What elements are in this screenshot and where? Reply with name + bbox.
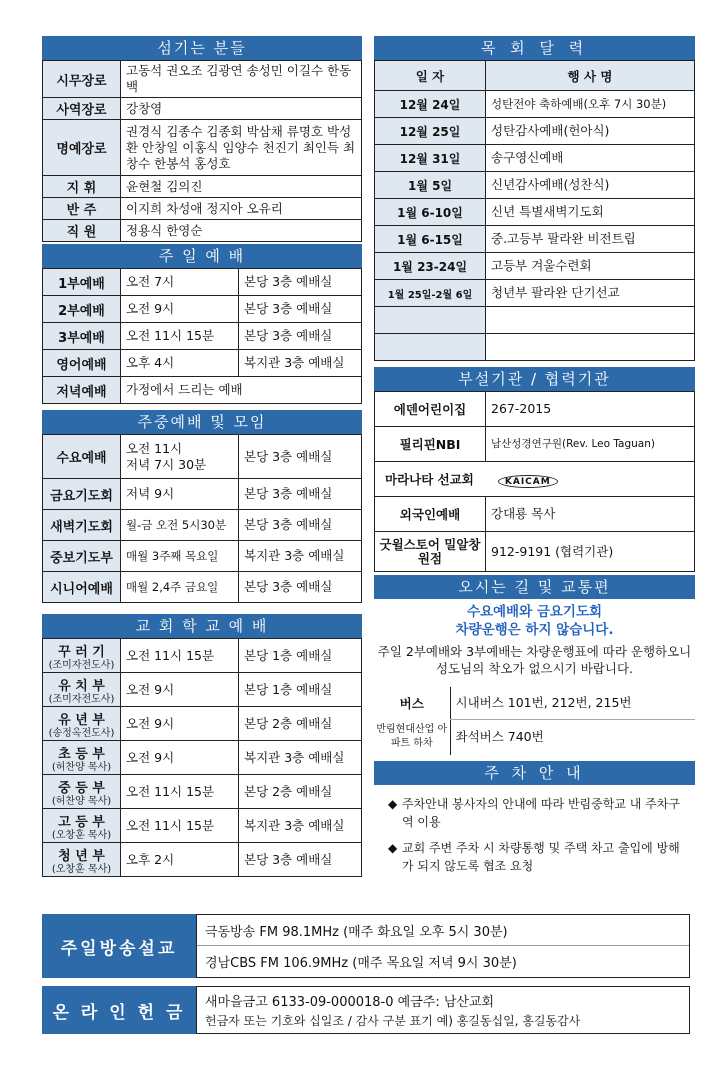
row-label-teacher: (허찬양 목사) [51,761,112,773]
left-column [42,36,362,877]
broadcast-box [196,914,690,978]
table-row [43,510,362,541]
affiliates-table [374,391,695,572]
table-row [43,775,362,809]
event-date: 12월 25일 [375,118,486,145]
row-label-name: 유 년 부 [58,712,105,728]
table-row [43,572,362,603]
table-row [43,98,362,120]
parking-item [374,791,695,835]
broadcast-line-2: 경남CBS FM 106.9MHz (매주 목요일 저녁 9시 30분) [205,956,517,971]
table-row [375,91,695,118]
table-row [375,427,695,462]
event-name: 성탄전야 축하예배(오후 7시 30분) [486,91,695,118]
row-time: 오전 11시 15분 [121,775,239,809]
row-place: 본당 3층 예배실 [239,269,362,296]
event-name [486,334,695,361]
row-label: 2부예배 [43,296,121,323]
table-row [43,541,362,572]
row-time: 오후 2시 [121,843,239,877]
row-label: 시니어예배 [43,572,121,603]
table-row [43,198,362,220]
broadcast-title: 주일방송설교 [42,914,196,978]
row-time: 월-금 오전 5시30분 [121,510,239,541]
row-label: 금요기도회 [43,479,121,510]
directions-header: 오시는 길 및 교통편 [374,575,695,599]
row-label-name: 고 등 부 [58,814,105,830]
table-row [43,269,362,296]
row-value: 정용식 한영순 [121,220,362,242]
parking-item-text: 교회 주변 주차 시 차량통행 및 주택 차고 출입에 방해가 되지 않도록 협조 요청 [402,841,680,873]
table-row [375,532,695,572]
offering-title: 온 라 인 헌 금 [42,986,196,1034]
table-row [43,377,362,404]
row-label: 외국인예배 [375,497,486,532]
event-name: 청년부 팔라완 단기선교 [486,280,695,307]
table-row [375,145,695,172]
servers-table [42,60,362,242]
event-name: 성탄감사예배(헌아식) [486,118,695,145]
row-time: 오전 9시 [121,296,239,323]
row-time: 저녁 9시 [121,479,239,510]
event-name: 고등부 겨울수련회 [486,253,695,280]
row-label: 지 휘 [43,176,121,198]
directions-notice-1: 수요예배와 금요기도회 [466,604,603,620]
table-row [375,253,695,280]
row-label-name: 중 등 부 [58,780,105,796]
row-value: 강대룡 목사 [486,497,695,532]
row-value: 남산성경연구원(Rev. Leo Taguan) [486,427,695,462]
row-place: 본당 3층 예배실 [239,435,362,479]
table-row [43,479,362,510]
row-place: 본당 1층 예배실 [239,673,362,707]
row-place: 복지관 3층 예배실 [239,541,362,572]
row-label: 수요예배 [43,435,121,479]
row-label: 1부예배 [43,269,121,296]
row-time: 오전 9시 [121,707,239,741]
row-time: 오전 11시 15분 [121,323,239,350]
parking-body [374,785,695,879]
row-time: 매월 2,4주 금요일 [121,572,239,603]
row-label: 에덴어린이집 [375,392,486,427]
row-place: 복지관 3층 예배실 [239,809,362,843]
bus-express: 좌석버스 740번 [450,719,695,755]
offering-row [42,986,690,1034]
calendar-table [374,60,695,361]
table-row [374,687,695,719]
right-column [374,36,695,879]
row-label-teacher: (오창훈 목사) [51,829,112,841]
table-row [43,176,362,198]
bus-stop-label: 반림현대산업 아파트 하차 [376,724,448,749]
row-label: 직 원 [43,220,121,242]
row-label: 사역장로 [43,98,121,120]
row-label-name: 초 등 부 [58,746,105,762]
diamond-bullet-icon: ◆ [388,841,398,855]
row-label: 시무장로 [43,61,121,98]
row-label [43,639,121,673]
table-row [43,61,362,98]
row-time-2: 저녁 7시 30분 [126,456,207,472]
sunday-table [42,268,362,404]
row-label: 굿윌스토어 밀알창원점 [375,532,486,572]
diamond-bullet-icon: ◆ [388,797,398,811]
row-label-teacher: (허찬양 목사) [51,795,112,807]
parking-item [374,835,695,879]
row-label-text: 마라나타 선교회 [385,471,474,487]
row-label: 반 주 [43,198,121,220]
table-row [43,296,362,323]
bus-city: 시내버스 101번, 212번, 215번 [450,687,695,719]
directions-text: 주일 2부예배와 3부예배는 차량운행표에 따라 운행하오니 성도님의 착오가 없으시기 바랍니다. [377,644,692,676]
row-place: 본당 3층 예배실 [239,510,362,541]
row-value: 윤현철 김의진 [121,176,362,198]
row-label: 명예장로 [43,120,121,176]
row-label: 중보기도부 [43,541,121,572]
parking-header: 주 차 안 내 [374,761,695,785]
row-place: 복지관 3층 예배실 [239,741,362,775]
offering-box [196,986,690,1034]
table-row [375,334,695,361]
table-row [375,172,695,199]
col-date-header: 일 자 [375,61,486,91]
row-place: 본당 3층 예배실 [239,572,362,603]
row-label-name: 유 치 부 [58,678,105,694]
row-time: 매월 3주째 목요일 [121,541,239,572]
event-date: 1월 5일 [375,172,486,199]
table-row [43,809,362,843]
table-row [375,118,695,145]
row-label-teacher: (조미자전도사) [48,693,115,705]
row-time: 오전 9시 [121,673,239,707]
row-label: 저녁예배 [43,377,121,404]
table-row [43,350,362,377]
row-label-name: 청 년 부 [58,848,105,864]
broadcast-line-1: 극동방송 FM 98.1MHz (매주 화요일 오후 5시 30분) [197,915,689,946]
row-place: 본당 1층 예배실 [239,639,362,673]
event-date: 12월 31일 [375,145,486,172]
table-row [375,497,695,532]
table-row [43,120,362,176]
weekday-header: 주중예배 및 모임 [42,410,362,434]
row-value: 912-9191 (협력기관) [486,532,695,572]
directions-body [374,599,695,687]
bus-table [374,687,695,755]
row-value: 이지희 차성애 정지아 오유리 [121,198,362,220]
broadcast-row [42,914,690,978]
bus-label: 버스 [399,696,424,711]
table-row [43,323,362,350]
table-row [43,220,362,242]
row-label: 3부예배 [43,323,121,350]
table-row [43,741,362,775]
row-label [375,462,695,497]
row-time: 오전 9시 [121,741,239,775]
directions-notice-2: 차량운행은 하지 않습니다. [455,622,614,638]
row-label-teacher: (송정옥전도사) [48,727,115,739]
table-header-row [375,61,695,91]
event-name: 신년감사예배(성찬식) [486,172,695,199]
calendar-header: 목 회 달 력 [374,36,695,60]
col-event-header: 행 사 명 [486,61,695,91]
table-row [375,392,695,427]
table-row [374,719,695,755]
row-time: 오전 7시 [121,269,239,296]
event-date: 1월 23-24일 [375,253,486,280]
row-place: 본당 2층 예배실 [239,775,362,809]
event-date: 1월 25일-2월 6일 [375,280,486,307]
row-value: 강창영 [121,98,362,120]
event-date: 12월 24일 [375,91,486,118]
sunday-header: 주 일 예 배 [42,244,362,268]
servers-header: 섬기는 분들 [42,36,362,60]
row-label-teacher: (조미자전도사) [48,659,115,671]
table-row [375,307,695,334]
row-value: 고동석 권오조 김광연 송성민 이길수 한동백 [121,61,362,98]
event-name [486,307,695,334]
parking-item-text: 주차안내 봉사자의 안내에 따라 반림중학교 내 주차구역 이용 [402,797,680,829]
row-place: 본당 3층 예배실 [239,479,362,510]
row-label-teacher: (오창훈 목사) [51,863,112,875]
affiliates-header: 부설기관 / 협력기관 [374,367,695,391]
row-label [43,809,121,843]
row-time: 오전 11시 15분 [121,639,239,673]
weekday-table [42,434,362,603]
row-label: 필리핀NBI [375,427,486,462]
table-row [375,226,695,253]
offering-line-1: 새마을금고 6133-09-000018-0 예금주: 남산교회 [205,994,495,1010]
event-date: 1월 6-10일 [375,199,486,226]
event-name: 신년 특별새벽기도회 [486,199,695,226]
row-label [43,741,121,775]
table-row [375,280,695,307]
row-time: 가정에서 드리는 예배 [121,377,362,404]
table-row [43,843,362,877]
row-place: 본당 2층 예배실 [239,707,362,741]
kaicam-logo: KAICAM [498,475,558,488]
table-row [43,707,362,741]
table-row [43,673,362,707]
row-time: 오전 11시 15분 [121,809,239,843]
row-label [43,775,121,809]
event-date [375,307,486,334]
table-row [375,199,695,226]
offering-line-2: 헌금자 또는 기호와 십일조 / 감사 구분 표기 예) 홍길동십일, 홍길동감사 [205,1013,581,1028]
table-row [43,639,362,673]
row-value: 267-2015 [486,392,695,427]
row-label-name: 꾸 러 기 [58,644,105,660]
row-label [43,707,121,741]
event-date [375,334,486,361]
row-place: 본당 3층 예배실 [239,296,362,323]
row-value: 권경식 김종수 김종회 박삼채 류명호 박성환 안창일 이홍식 임양수 천진기 최인득 최창수 한봉석 홍성호 [121,120,362,176]
event-name: 중.고등부 팔라완 비전트립 [486,226,695,253]
row-place: 본당 3층 예배실 [239,843,362,877]
row-label [43,843,121,877]
row-label: 영어예배 [43,350,121,377]
event-date: 1월 6-15일 [375,226,486,253]
row-time: 오전 11시 [126,440,183,456]
table-row [375,462,695,497]
event-name: 송구영신예배 [486,145,695,172]
school-table [42,638,362,877]
school-header: 교 회 학 교 예 배 [42,614,362,638]
row-label: 새벽기도회 [43,510,121,541]
row-time: 오후 4시 [121,350,239,377]
row-place: 복지관 3층 예배실 [239,350,362,377]
row-label [43,673,121,707]
table-row [43,435,362,479]
row-place: 본당 3층 예배실 [239,323,362,350]
